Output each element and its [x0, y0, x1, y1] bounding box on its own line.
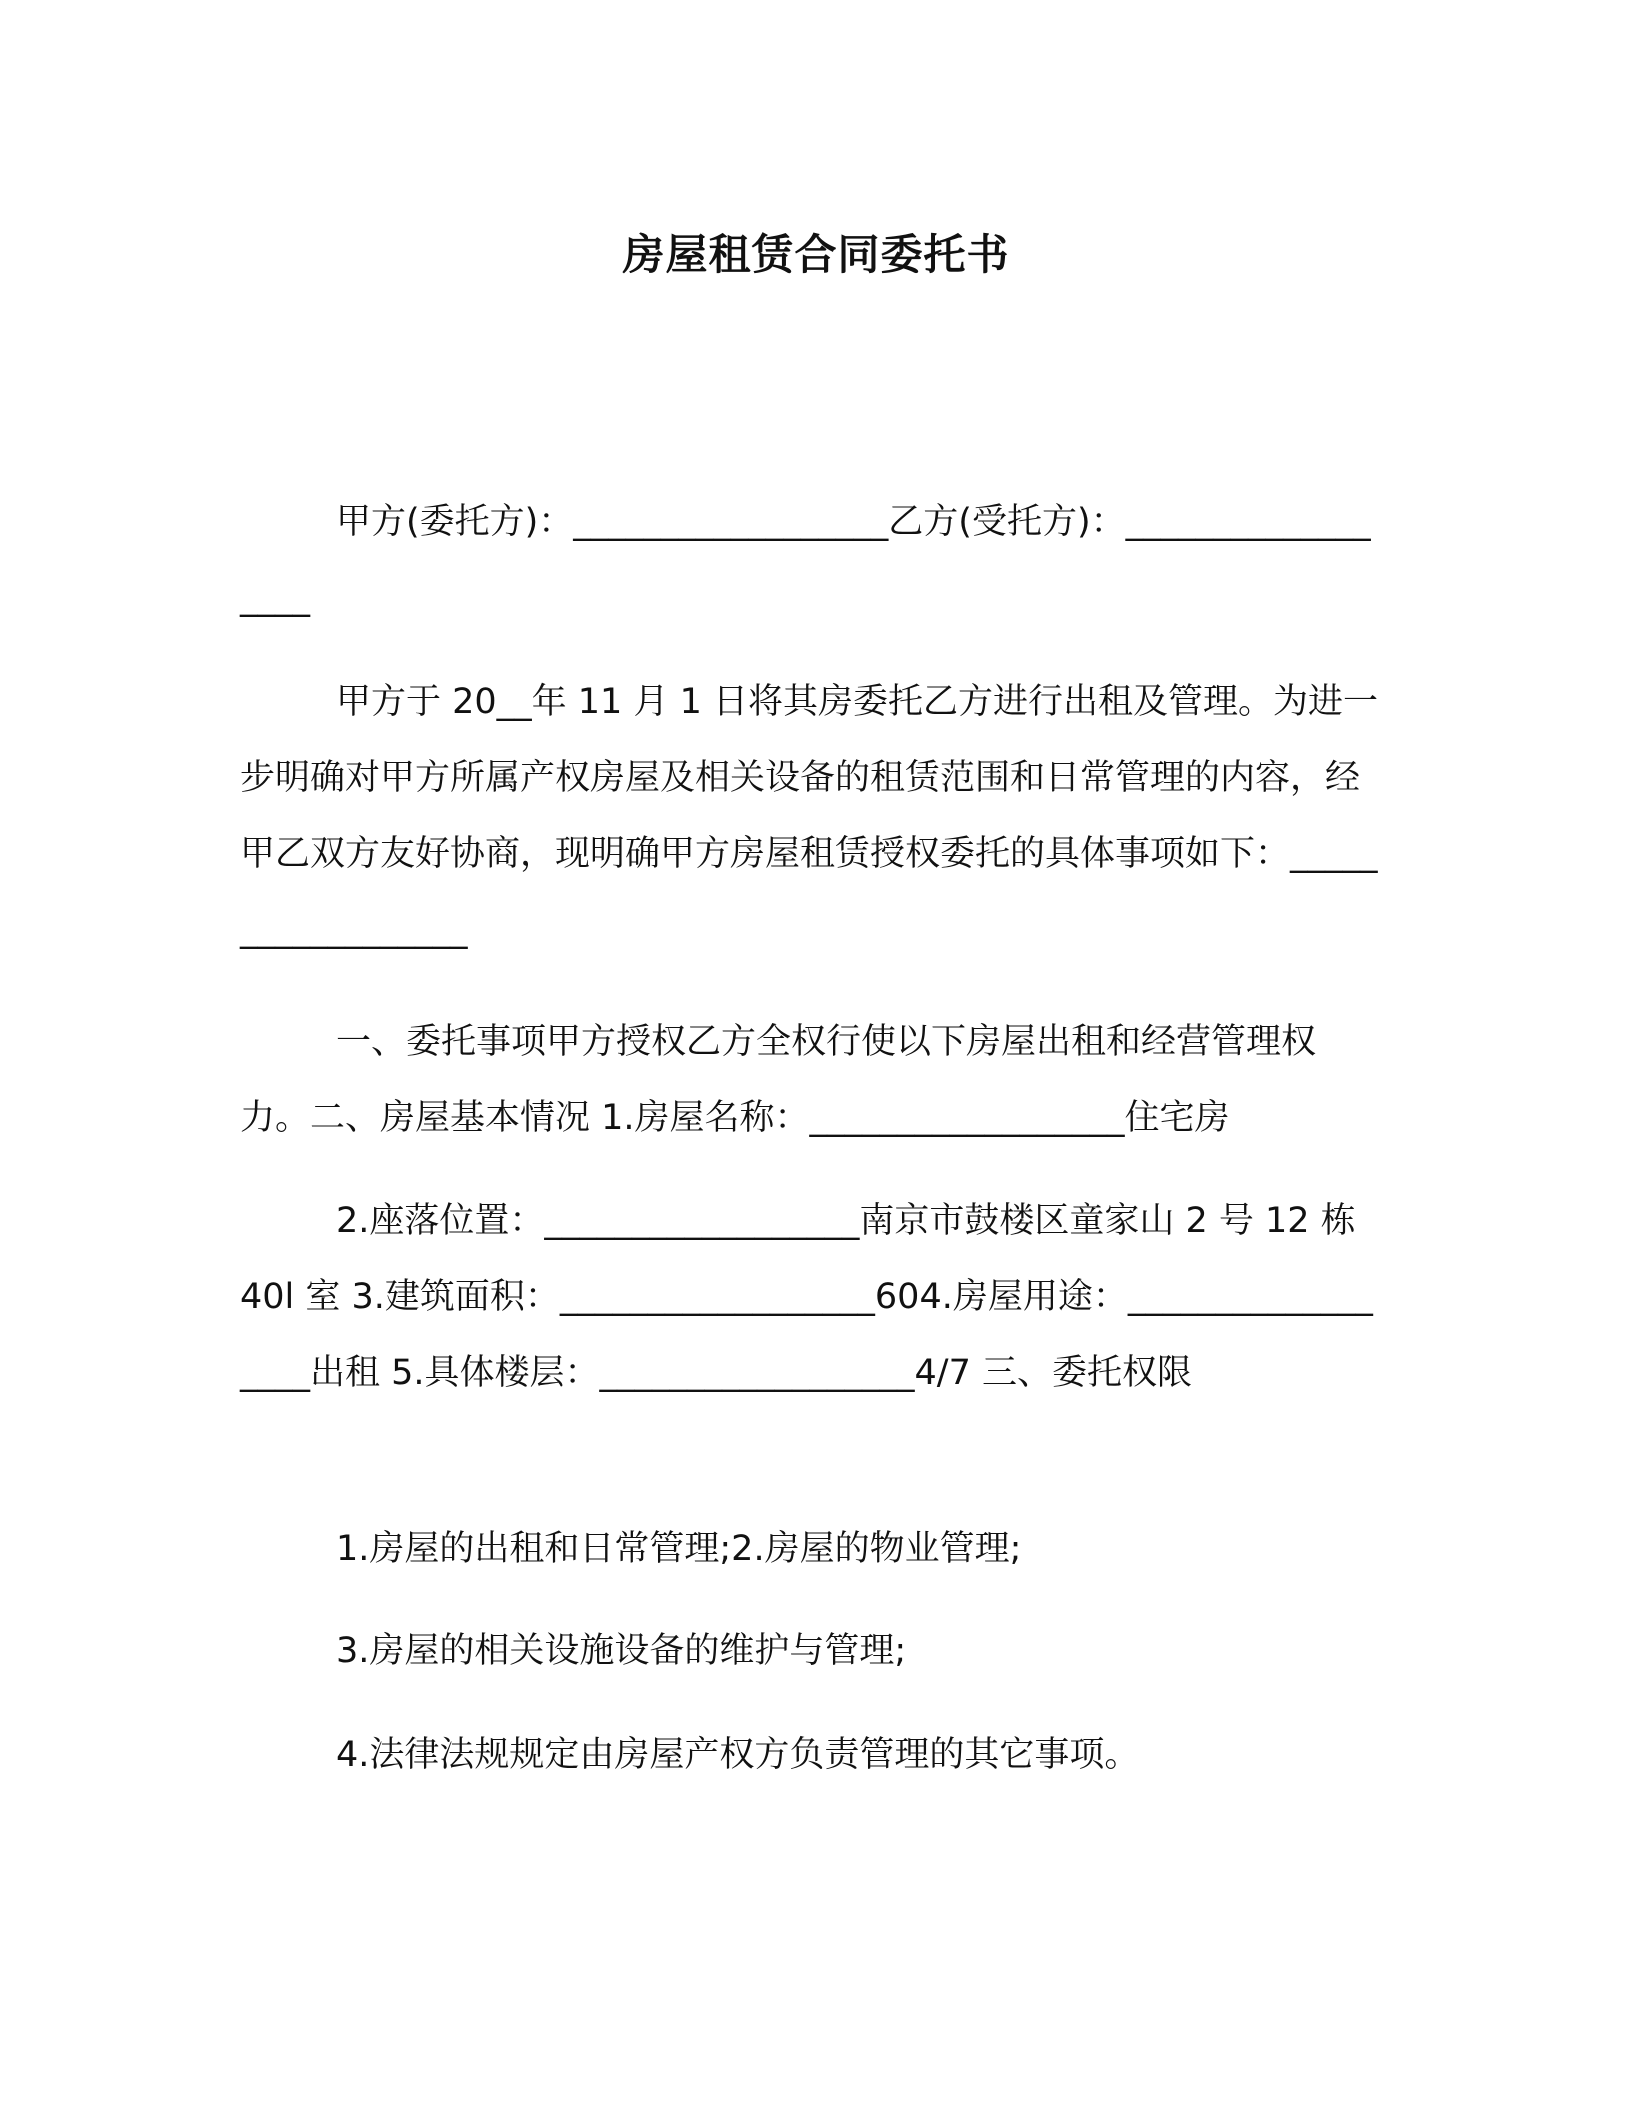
entrustment-paragraph: 一、委托事项甲方授权乙方全权行使以下房屋出租和经营管理权力。二、房屋基本情况 1.房屋名称：__________________住宅房 [240, 1022, 1317, 1138]
authority-item-1-2: 1.房屋的出租和日常管理;2.房屋的物业管理; [336, 1529, 1022, 1569]
authority-item-4: 4.法律法规规定由房屋产权方负责管理的其它事项。 [336, 1735, 1140, 1775]
parties-paragraph: 甲方(委托方)：__________________乙方(受托方)：__________________ [240, 502, 1371, 618]
authority-item-3: 3.房屋的相关设施设备的维护与管理; [336, 1631, 907, 1671]
document-title: 房屋租赁合同委托书 [622, 230, 1010, 279]
intro-paragraph: 甲方于 20__年 11 月 1 日将其房委托乙方进行出租及管理。为进一步明确对甲方所属产权房屋及相关设备的租赁范围和日常管理的内容，经甲乙双方友好协商，现明确甲方房屋租赁授权委托的具体事项如下：__________________ [240, 682, 1378, 950]
property-details-paragraph: 2.座落位置：__________________南京市鼓楼区童家山 2 号 12 栋 40l 室 3.建筑面积：__________________604.房屋用途：__________________出租 5.具体楼层：__________________4/7 三、委托权限 [240, 1201, 1373, 1393]
